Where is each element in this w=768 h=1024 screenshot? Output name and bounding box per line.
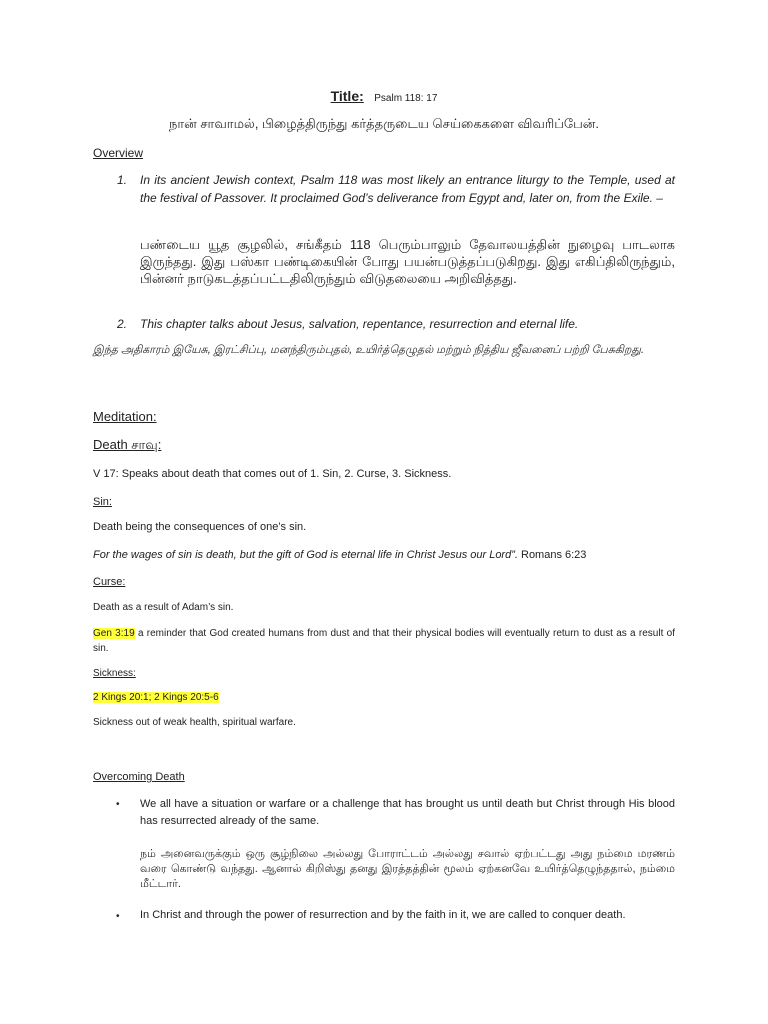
sickness-text: Sickness out of weak health, spiritual warfare. bbox=[93, 717, 296, 728]
gen-paragraph bbox=[93, 626, 675, 656]
tamil-verse: நான் சாவாமல், பிழைத்திருந்து கர்த்தருடைய செய்கைகளை விவரிப்பேன். bbox=[169, 116, 599, 131]
overcoming-heading: Overcoming Death bbox=[93, 771, 185, 783]
list-number-2: 2. bbox=[117, 317, 128, 331]
meditation-heading: Meditation: bbox=[93, 409, 157, 424]
sin-text: Death being the consequences of one’s sin. bbox=[93, 521, 307, 533]
sin-quote-line bbox=[93, 549, 586, 561]
overview-item-2: This chapter talks about Jesus, salvation, repentance, resurrection and eternal life. bbox=[140, 317, 579, 331]
title-line bbox=[0, 88, 768, 106]
sin-quote: For the wages of sin is death, but the gift of God is eternal life in Christ Jesus our Lord”. bbox=[93, 549, 518, 561]
bullet-1-marker: • bbox=[116, 799, 120, 810]
sin-reference: Romans 6:23 bbox=[517, 549, 587, 561]
sickness-heading: Sickness: bbox=[93, 668, 136, 679]
sin-heading: Sin: bbox=[93, 496, 112, 508]
list-number-1: 1. bbox=[117, 173, 128, 187]
v17-text: V 17: Speaks about death that comes out of 1. Sin, 2. Curse, 3. Sickness. bbox=[93, 468, 452, 480]
gen-reference: Gen 3:19 bbox=[93, 628, 135, 639]
bullet-1-tamil: நம் அனைவருக்கும் ஒரு சூழ்நிலை அல்லது போராட்டம் அல்லது சவால் ஏற்பட்டது அது நம்மை மரணம் வரை கொண்டு வந்தது. ஆனால் கிறிஸ்து தனது இரத்தத்தின் மூலம் ஏற்கனவே உயிர்த்தெழுந்ததால், நம்மை மீட்டார். bbox=[140, 848, 675, 890]
bullet-1-text: We all have a situation or warfare or a challenge that has brought us until death but Christ through His blood has resurrected already of the same. bbox=[140, 798, 675, 827]
bullet-2-marker: • bbox=[116, 911, 120, 922]
overview-item-1-tamil: பண்டைய யூத சூழலில், சங்கீதம் 118 பெரும்பாலும் தேவாலயத்தின் நுழைவு பாடலாக இருந்தது. இது பஸ்கா பண்டிகையின் போது பயன்படுத்தப்படுகிறது. இது எகிப்திலிருந்தும், பின்னர் நாடுகடத்தப்பட்டதிலிருந்தும் விடுதலையை அறிவித்தது. bbox=[140, 237, 675, 286]
kings-reference-line bbox=[93, 692, 219, 703]
overview-item-2-tamil: இந்த அதிகாரம் இயேசு, இரட்சிப்பு, மனந்திரும்புதல், உயிர்த்தெழுதல் மற்றும் நித்திய ஜீவனைப் பற்றி பேசுகிறது. bbox=[93, 344, 645, 356]
curse-heading: Curse: bbox=[93, 576, 126, 588]
kings-reference: 2 Kings 20:1; 2 Kings 20:5-6 bbox=[93, 692, 219, 703]
death-heading: Death சாவு: bbox=[93, 437, 162, 452]
overview-heading: Overview bbox=[93, 146, 144, 160]
title-reference: Psalm 118: 17 bbox=[374, 93, 438, 104]
gen-text: a reminder that God created humans from dust and that their physical bodies will eventually return to dust as a result of sin. bbox=[93, 628, 675, 654]
overview-item-1: In its ancient Jewish context, Psalm 118 was most likely an entrance liturgy to the Temple, used at the festival of Passover. It proclaimed God’s deliverance from Egypt and, later on, from the Exile. – bbox=[140, 173, 675, 205]
title-label: Title: bbox=[330, 88, 364, 104]
curse-text: Death as a result of Adam’s sin. bbox=[93, 602, 234, 613]
bullet-2-text: In Christ and through the power of resurrection and by the faith in it, we are called to conquer death. bbox=[140, 909, 626, 921]
